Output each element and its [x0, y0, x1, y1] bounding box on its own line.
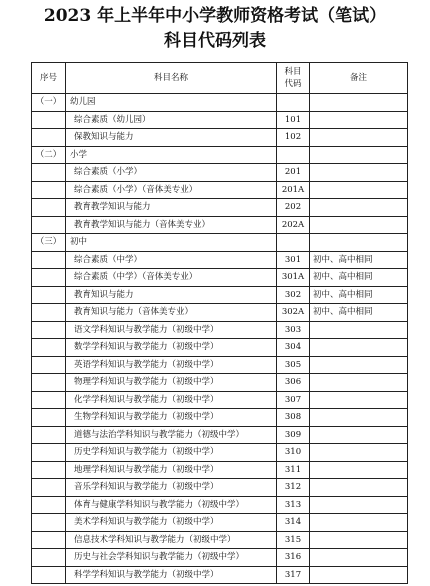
document-subtitle: 科目代码列表 — [164, 31, 266, 51]
row-seq — [32, 181, 66, 199]
row-code: 302 — [277, 286, 310, 304]
row-seq — [32, 216, 66, 234]
row-note — [310, 356, 408, 374]
table-row — [32, 426, 408, 444]
row-subject-name: 教育教学知识与能力（音体美专业） — [66, 216, 277, 234]
row-seq — [32, 444, 66, 462]
row-subject-name: 体育与健康学科知识与教学能力（初级中学） — [66, 496, 277, 514]
row-code: 317 — [277, 566, 310, 584]
row-code: 309 — [277, 426, 310, 444]
row-note — [310, 479, 408, 497]
row-category-name: 初中 — [66, 234, 277, 252]
table-row — [32, 531, 408, 549]
category-row — [32, 234, 408, 252]
row-seq — [32, 251, 66, 269]
row-subject-name: 道德与法治学科知识与教学能力（初级中学） — [66, 426, 277, 444]
row-subject-name: 综合素质（中学）（音体美专业） — [66, 269, 277, 287]
row-subject-name: 综合素质（中学） — [66, 251, 277, 269]
row-note — [310, 146, 408, 164]
row-note — [310, 549, 408, 567]
row-seq — [32, 566, 66, 584]
header-code-line2: 代码 — [284, 79, 302, 89]
row-seq — [32, 356, 66, 374]
table-row — [32, 216, 408, 234]
row-code — [277, 234, 310, 252]
row-code: 314 — [277, 514, 310, 532]
row-note — [310, 514, 408, 532]
row-category-name: 幼儿园 — [66, 94, 277, 112]
row-seq — [32, 111, 66, 129]
row-code: 307 — [277, 391, 310, 409]
row-note — [310, 391, 408, 409]
row-note: 初中、高中相同 — [310, 304, 408, 322]
row-subject-name: 物理学科知识与教学能力（初级中学） — [66, 374, 277, 392]
row-code: 201 — [277, 164, 310, 182]
row-code: 306 — [277, 374, 310, 392]
table-row — [32, 251, 408, 269]
header-seq: 序号 — [32, 63, 66, 94]
row-note: 初中、高中相同 — [310, 286, 408, 304]
table-row — [32, 356, 408, 374]
table-header — [32, 63, 408, 94]
table-row — [32, 409, 408, 427]
row-subject-name: 化学学科知识与教学能力（初级中学） — [66, 391, 277, 409]
row-seq — [32, 286, 66, 304]
row-code: 308 — [277, 409, 310, 427]
row-code: 202 — [277, 199, 310, 217]
row-subject-name: 生物学科知识与教学能力（初级中学） — [66, 409, 277, 427]
row-code: 316 — [277, 549, 310, 567]
row-subject-name: 科学学科知识与教学能力（初级中学） — [66, 566, 277, 584]
table-row — [32, 304, 408, 322]
row-subject-name: 地理学科知识与教学能力（初级中学） — [66, 461, 277, 479]
row-code — [277, 94, 310, 112]
row-code: 310 — [277, 444, 310, 462]
table-row — [32, 514, 408, 532]
table-row — [32, 269, 408, 287]
row-subject-name: 教育知识与能力 — [66, 286, 277, 304]
table-row — [32, 321, 408, 339]
row-code: 102 — [277, 129, 310, 147]
row-note — [310, 444, 408, 462]
row-seq — [32, 496, 66, 514]
row-code: 101 — [277, 111, 310, 129]
category-row — [32, 146, 408, 164]
row-subject-name: 美术学科知识与教学能力（初级中学） — [66, 514, 277, 532]
table-body — [32, 94, 408, 584]
row-code: 313 — [277, 496, 310, 514]
row-note — [310, 496, 408, 514]
row-code: 302A — [277, 304, 310, 322]
row-note: 初中、高中相同 — [310, 269, 408, 287]
row-note — [310, 181, 408, 199]
table-row — [32, 444, 408, 462]
row-note — [310, 339, 408, 357]
row-seq — [32, 531, 66, 549]
header-subject: 科目名称 — [66, 63, 277, 94]
row-subject-name: 综合素质（幼儿园） — [66, 111, 277, 129]
row-seq: （一） — [32, 94, 66, 112]
row-subject-name: 历史与社会学科知识与教学能力（初级中学） — [66, 549, 277, 567]
row-code: 305 — [277, 356, 310, 374]
table-row — [32, 549, 408, 567]
table-row — [32, 111, 408, 129]
row-code: 312 — [277, 479, 310, 497]
row-seq — [32, 479, 66, 497]
row-subject-name: 综合素质（小学） — [66, 164, 277, 182]
row-seq — [32, 164, 66, 182]
row-note — [310, 216, 408, 234]
header-code — [277, 63, 310, 94]
row-seq — [32, 391, 66, 409]
row-category-name: 小学 — [66, 146, 277, 164]
row-note — [310, 129, 408, 147]
header-code-line1: 科目 — [284, 67, 302, 77]
row-note — [310, 374, 408, 392]
table-row — [32, 391, 408, 409]
row-subject-name: 音乐学科知识与教学能力（初级中学） — [66, 479, 277, 497]
header-row — [32, 63, 408, 94]
row-subject-name: 保教知识与能力 — [66, 129, 277, 147]
row-seq — [32, 199, 66, 217]
row-subject-name: 数学学科知识与教学能力（初级中学） — [66, 339, 277, 357]
row-note — [310, 164, 408, 182]
row-subject-name: 历史学科知识与教学能力（初级中学） — [66, 444, 277, 462]
row-note — [310, 566, 408, 584]
row-code — [277, 146, 310, 164]
row-seq — [32, 339, 66, 357]
row-code: 201A — [277, 181, 310, 199]
table-row — [32, 286, 408, 304]
table-row — [32, 461, 408, 479]
row-note — [310, 461, 408, 479]
row-seq — [32, 409, 66, 427]
table-row — [32, 479, 408, 497]
row-note — [310, 234, 408, 252]
row-note — [310, 199, 408, 217]
row-seq: （二） — [32, 146, 66, 164]
row-subject-name: 教育教学知识与能力 — [66, 199, 277, 217]
row-seq — [32, 549, 66, 567]
row-code: 315 — [277, 531, 310, 549]
row-note — [310, 321, 408, 339]
row-seq — [32, 321, 66, 339]
row-seq — [32, 129, 66, 147]
row-seq — [32, 269, 66, 287]
row-seq — [32, 374, 66, 392]
row-code: 301 — [277, 251, 310, 269]
row-note — [310, 111, 408, 129]
row-seq — [32, 426, 66, 444]
table-row — [32, 129, 408, 147]
category-row — [32, 94, 408, 112]
document-title: 2023 年上半年中小学教师资格考试（笔试） — [43, 6, 387, 26]
row-code: 301A — [277, 269, 310, 287]
row-subject-name: 语文学科知识与教学能力（初级中学） — [66, 321, 277, 339]
row-seq: （三） — [32, 234, 66, 252]
subject-code-table — [31, 62, 408, 584]
row-note — [310, 531, 408, 549]
table-row — [32, 374, 408, 392]
row-subject-name: 教育知识与能力（音体美专业） — [66, 304, 277, 322]
row-note: 初中、高中相同 — [310, 251, 408, 269]
table-row — [32, 199, 408, 217]
row-seq — [32, 304, 66, 322]
table-row — [32, 339, 408, 357]
header-note: 备注 — [310, 63, 408, 94]
table-row — [32, 496, 408, 514]
row-note — [310, 426, 408, 444]
row-subject-name: 英语学科知识与教学能力（初级中学） — [66, 356, 277, 374]
row-seq — [32, 514, 66, 532]
table-row — [32, 164, 408, 182]
row-seq — [32, 461, 66, 479]
row-note — [310, 409, 408, 427]
row-subject-name: 综合素质（小学）（音体美专业） — [66, 181, 277, 199]
row-code: 303 — [277, 321, 310, 339]
row-code: 311 — [277, 461, 310, 479]
table-row — [32, 181, 408, 199]
table-row — [32, 566, 408, 584]
row-code: 202A — [277, 216, 310, 234]
row-code: 304 — [277, 339, 310, 357]
row-subject-name: 信息技术学科知识与教学能力（初级中学） — [66, 531, 277, 549]
row-note — [310, 94, 408, 112]
